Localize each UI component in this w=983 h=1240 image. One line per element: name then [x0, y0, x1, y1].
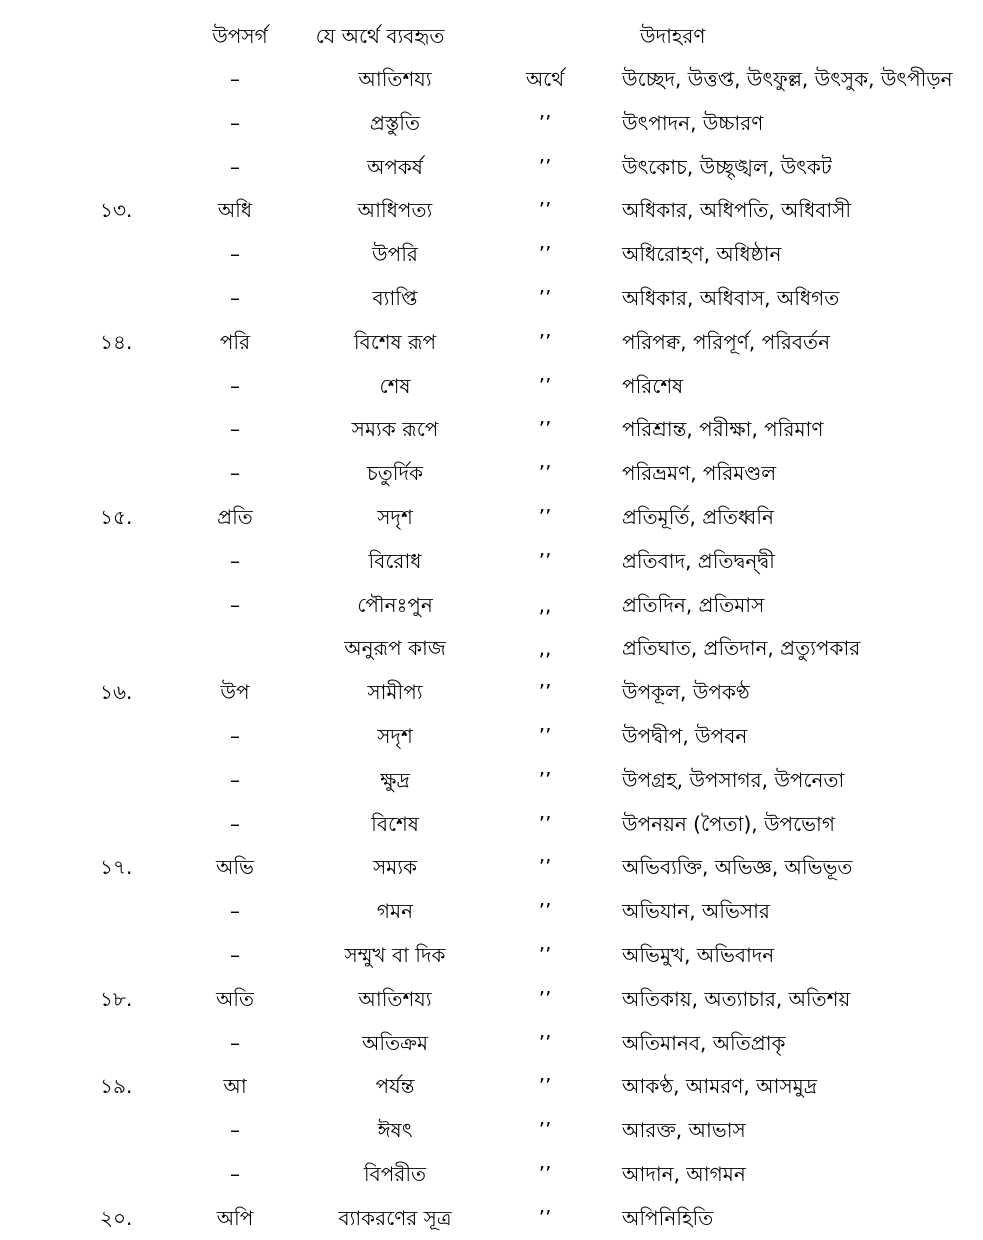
table-row [0, 190, 983, 230]
row-number: ১৮. [100, 986, 133, 1011]
examples-cell: অতিমানব, অতিপ্রাকৃ [622, 1030, 786, 1055]
table-row [0, 234, 983, 274]
meaning-cell: বিপরীত [363, 1162, 427, 1186]
ditto-mark: ’’ [538, 1118, 552, 1143]
table-row [0, 59, 983, 99]
prefix-cell: – [230, 1118, 240, 1143]
prefix-cell: – [230, 943, 240, 967]
ditto-mark: ’’ [538, 1074, 552, 1099]
table-row [0, 760, 983, 800]
row-number [100, 453, 160, 493]
prefix-cell: – [230, 417, 240, 442]
examples-cell: অভিমুখ, অভিবাদন [622, 943, 775, 967]
row-number: ১৩. [100, 198, 133, 223]
examples-cell: উপনয়ন (পৈতা), উপভোগ [622, 811, 835, 836]
meaning-cell: বিশেষ রূপ [353, 329, 437, 354]
meaning-cell: শেষ [379, 373, 411, 398]
ditto-mark: ’’ [538, 811, 552, 836]
row-number [100, 234, 160, 274]
table-header [0, 16, 983, 56]
table-row [0, 541, 983, 581]
meaning-cell: বিশেষ [371, 811, 419, 836]
row-number: ১৭. [100, 855, 133, 880]
table-row [0, 453, 983, 493]
examples-cell: উচ্ছেদ, উত্তপ্ত, উৎফুল্ল, উৎসুক, উৎপীড়ন [622, 67, 953, 91]
ditto-mark: ’’ [538, 505, 552, 529]
prefix-cell: – [230, 1162, 240, 1186]
row-number [100, 147, 160, 187]
meaning-cell: আধিপত্য [357, 198, 433, 223]
table-row [0, 278, 983, 318]
table-row [0, 979, 983, 1019]
prefix-cell [195, 628, 275, 668]
examples-cell: অভিব্যক্তি, অভিজ্ঞ, অভিভূত [622, 855, 853, 880]
meaning-cell: সদৃশ [377, 505, 413, 529]
examples-cell: প্রতিঘাত, প্রতিদান, প্রত্যুপকার [622, 636, 861, 661]
table-row [0, 322, 983, 362]
prefix-cell: উপ [220, 680, 250, 705]
prefix-cell: অতি [215, 986, 255, 1011]
examples-cell: পরিপক্ব, পরিপূর্ণ, পরিবর্তন [622, 329, 831, 354]
ditto-mark: ’’ [538, 548, 552, 573]
examples-cell: উপগ্রহ, উপসাগর, উপনেতা [622, 767, 845, 792]
table-row [0, 497, 983, 537]
row-number [100, 409, 160, 449]
row-number [100, 59, 160, 99]
examples-cell: উপদ্বীপ, উপবন [622, 724, 748, 748]
examples-cell: উপকূল, উপকণ্ঠ [622, 680, 750, 705]
meaning-cell: উপরি [372, 242, 418, 267]
examples-cell: অধিকার, অধিবাস, অধিগত [622, 286, 840, 310]
table-row [0, 1154, 983, 1194]
meaning-cell: প্রস্তুতি [369, 110, 421, 135]
prefix-cell: – [230, 461, 240, 486]
row-number [100, 628, 160, 668]
row-number [100, 935, 160, 975]
prefix-cell: – [230, 67, 240, 91]
row-number [100, 891, 160, 931]
prefix-cell: অধি [217, 198, 253, 223]
table-row [0, 716, 983, 756]
meaning-cell: ক্ষুদ্র [380, 767, 410, 792]
table-row [0, 804, 983, 844]
prefix-cell: – [230, 592, 240, 617]
prefix-cell: অভি [216, 855, 254, 880]
ditto-mark: ’’ [538, 1162, 552, 1186]
examples-cell: উৎকোচ, উচ্ছৃঙ্খল, উৎকট [622, 154, 832, 179]
ditto-mark: ’’ [538, 373, 552, 398]
examples-cell: অভিযান, অভিসার [622, 899, 770, 924]
table-row [0, 672, 983, 712]
ditto-mark: ’’ [538, 242, 552, 267]
examples-cell: পরিশ্রান্ত, পরীক্ষা, পরিমাণ [622, 417, 824, 442]
row-number: ১৯. [100, 1074, 133, 1099]
examples-cell: আকণ্ঠ, আমরণ, আসমুদ্র [622, 1074, 818, 1099]
table-row [0, 891, 983, 931]
prefix-cell: – [230, 724, 240, 748]
header-examples: উদাহরণ [640, 24, 706, 48]
examples-cell: পরিভ্রমণ, পরিমণ্ডল [622, 461, 777, 486]
meaning-cell: আতিশয্য [358, 67, 432, 91]
examples-cell: প্রতিবাদ, প্রতিদ্বন্দ্বী [622, 548, 775, 573]
table-row [0, 1066, 983, 1106]
ditto-mark: ’’ [538, 724, 552, 748]
ditto-mark: ’’ [538, 329, 552, 354]
ditto-mark: ’’ [538, 855, 552, 880]
prefix-cell: – [230, 548, 240, 573]
ditto-mark: ’’ [538, 680, 552, 705]
prefix-cell: পরি [219, 329, 251, 354]
table-row [0, 847, 983, 887]
prefix-cell: আ [223, 1074, 247, 1099]
examples-cell: প্রতিমূর্তি, প্রতিধ্বনি [622, 505, 774, 529]
row-number: ১৬. [100, 680, 133, 705]
ditto-mark: ’’ [538, 154, 552, 179]
examples-cell: অপিনিহিতি [622, 1205, 714, 1230]
examples-cell: পরিশেষ [622, 373, 684, 398]
row-number [100, 1154, 160, 1194]
table-row [0, 366, 983, 406]
table-row [0, 409, 983, 449]
prefix-cell: – [230, 154, 240, 179]
meaning-cell: সম্যক [372, 855, 418, 880]
ditto-mark: ’’ [538, 767, 552, 792]
row-number [100, 1110, 160, 1150]
row-number [100, 585, 160, 625]
header-meaning: যে অর্থে ব্যবহৃত [315, 24, 445, 48]
row-number [100, 760, 160, 800]
meaning-cell: চতুর্দিক [366, 461, 424, 486]
header-prefix: উপসর্গ [212, 24, 268, 48]
ditto-mark: ’’ [538, 899, 552, 924]
ditto-mark: ’’ [538, 986, 552, 1011]
ditto-mark: ’’ [538, 286, 552, 310]
meaning-cell: পর্যন্ত [375, 1074, 415, 1099]
table-row [0, 585, 983, 625]
ditto-mark: ,, [538, 592, 552, 617]
meaning-cell: অপকর্ষ [367, 154, 423, 179]
ditto-mark: ’’ [538, 110, 552, 135]
row-number [100, 366, 160, 406]
meaning-cell: সম্যক রূপে [351, 417, 439, 442]
ditto-mark: ’’ [538, 461, 552, 486]
prefix-cell: – [230, 286, 240, 310]
examples-cell: আদান, আগমন [622, 1162, 746, 1186]
table-row [0, 1110, 983, 1150]
row-number [100, 1023, 160, 1063]
table-row [0, 1023, 983, 1063]
meaning-cell: বিরোধ [368, 548, 422, 573]
meaning-cell: গমন [376, 899, 414, 924]
meaning-cell: সম্মুখ বা দিক [344, 943, 446, 967]
prefix-cell: অপি [216, 1205, 254, 1230]
prefix-cell: – [230, 1030, 240, 1055]
row-number [100, 541, 160, 581]
ditto-mark: ’’ [538, 417, 552, 442]
meaning-cell: সদৃশ [377, 724, 413, 748]
meaning-cell: পৌনঃপুন [357, 592, 433, 617]
prefix-cell: প্রতি [217, 505, 253, 529]
examples-cell: উৎপাদন, উচ্চারণ [622, 110, 764, 135]
examples-cell: আরক্ত, আভাস [622, 1118, 746, 1143]
prefix-cell: – [230, 899, 240, 924]
ditto-mark: ,, [538, 636, 552, 661]
table-row [0, 1198, 983, 1238]
row-number [100, 103, 160, 143]
row-number: ১৪. [100, 329, 133, 354]
ditto-mark: অর্থে [525, 67, 565, 91]
table-row [0, 147, 983, 187]
ditto-mark: ’’ [538, 1030, 552, 1055]
ditto-mark: ’’ [538, 943, 552, 967]
row-number [100, 716, 160, 756]
meaning-cell: ঈষৎ [377, 1118, 413, 1143]
row-number [100, 278, 160, 318]
meaning-cell: ব্যাপ্তি [372, 286, 418, 310]
table-row [0, 103, 983, 143]
row-number: ১৫. [100, 505, 133, 529]
prefix-cell: – [230, 373, 240, 398]
row-number [100, 804, 160, 844]
examples-cell: প্রতিদিন, প্রতিমাস [622, 592, 765, 617]
prefix-cell: – [230, 110, 240, 135]
prefix-cell: – [230, 242, 240, 267]
meaning-cell: অনুরূপ কাজ [344, 636, 446, 661]
table-row [0, 935, 983, 975]
meaning-cell: সামীপ্য [367, 680, 423, 705]
ditto-mark: ’’ [538, 1205, 552, 1230]
meaning-cell: আতিশয্য [358, 986, 432, 1011]
examples-cell: অধিকার, অধিপতি, অধিবাসী [622, 198, 852, 223]
meaning-cell: অতিক্রম [362, 1030, 428, 1055]
table-row [0, 628, 983, 668]
row-number: ২০. [100, 1205, 133, 1230]
prefix-cell: – [230, 811, 240, 836]
ditto-mark: ’’ [538, 198, 552, 223]
prefix-cell: – [230, 767, 240, 792]
examples-cell: অধিরোহণ, অধিষ্ঠান [622, 242, 782, 267]
examples-cell: অতিকায়, অত্যাচার, অতিশয় [622, 986, 851, 1011]
meaning-cell: ব্যাকরণের সূত্র [338, 1205, 452, 1230]
